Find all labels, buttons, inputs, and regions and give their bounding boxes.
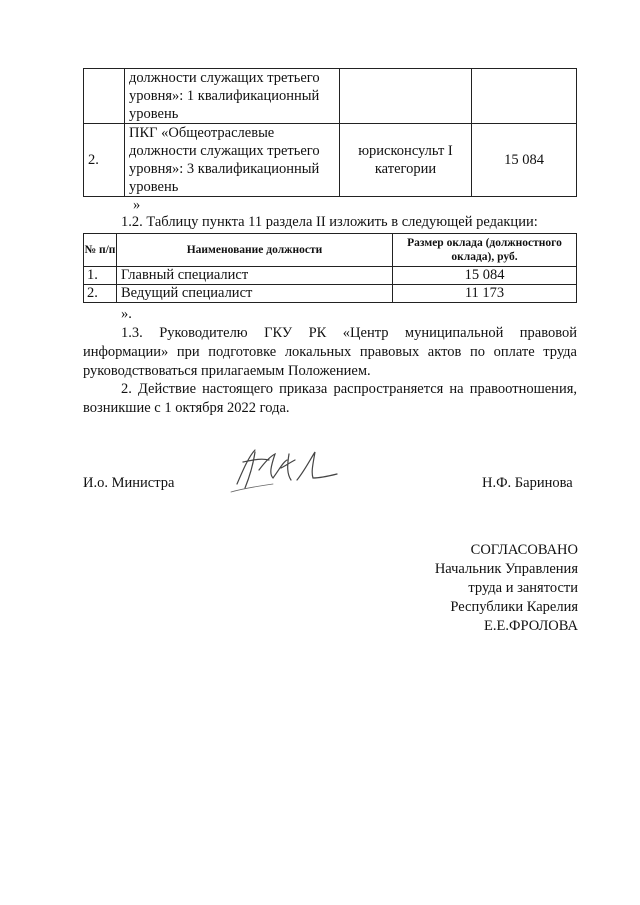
paragraph-1-2: 1.2. Таблицу пункта 11 раздела II изложить в следующей редакции: — [121, 214, 538, 230]
quote-close: ». — [121, 306, 132, 322]
table-row — [84, 124, 577, 197]
table-header-row — [84, 234, 577, 267]
header-name: Наименование должности — [117, 234, 393, 267]
table-row — [84, 285, 577, 303]
cell-name: Ведущий специалист — [117, 285, 393, 303]
table-row — [84, 69, 577, 124]
cell-num — [84, 69, 125, 124]
paragraph-2: 2. Действие настоящего приказа распространяется на правоотношения, возникшие с 1 октября 2022 года. — [83, 381, 577, 416]
cell-group: должности служащих третьего уровня»: 1 квалификационный уровень — [125, 69, 340, 124]
cell-salary: 15 084 — [472, 124, 577, 197]
cell-position — [340, 69, 472, 124]
table-row — [84, 267, 577, 285]
header-num: № п/п — [84, 234, 117, 267]
paragraph-1-3: 1.3. Руководителю ГКУ РК «Центр муниципальной правовой информации» при подготовке локальных правовых актов по оплате труда руководствоваться прилагаемым Положением. — [83, 325, 577, 379]
cell-salary — [472, 69, 577, 124]
signer-name: Н.Ф. Баринова — [482, 475, 573, 491]
cell-num: 1. — [84, 267, 117, 285]
top-table — [83, 68, 577, 197]
approval-line: труда и занятости — [468, 580, 578, 596]
cell-num: 2. — [84, 124, 125, 197]
signature-image — [225, 440, 345, 500]
cell-salary: 15 084 — [393, 267, 577, 285]
header-salary: Размер оклада (должностного оклада), руб. — [393, 234, 577, 267]
cell-num: 2. — [84, 285, 117, 303]
approval-heading: СОГЛАСОВАНО — [470, 542, 578, 558]
cell-group: ПКГ «Общеотраслевые должности служащих третьего уровня»: 3 квалификационный уровень — [125, 124, 340, 197]
cell-name: Главный специалист — [117, 267, 393, 285]
signer-title: И.о. Министра — [83, 475, 175, 491]
quote-close: » — [133, 197, 141, 213]
positions-table — [83, 233, 577, 303]
cell-position: юрисконсульт I категории — [340, 124, 472, 197]
cell-salary: 11 173 — [393, 285, 577, 303]
approval-line: Начальник Управления — [434, 561, 578, 577]
approval-block — [318, 541, 578, 636]
approval-line: Е.Е.ФРОЛОВА — [484, 618, 578, 634]
approval-line: Республики Карелия — [450, 599, 578, 615]
